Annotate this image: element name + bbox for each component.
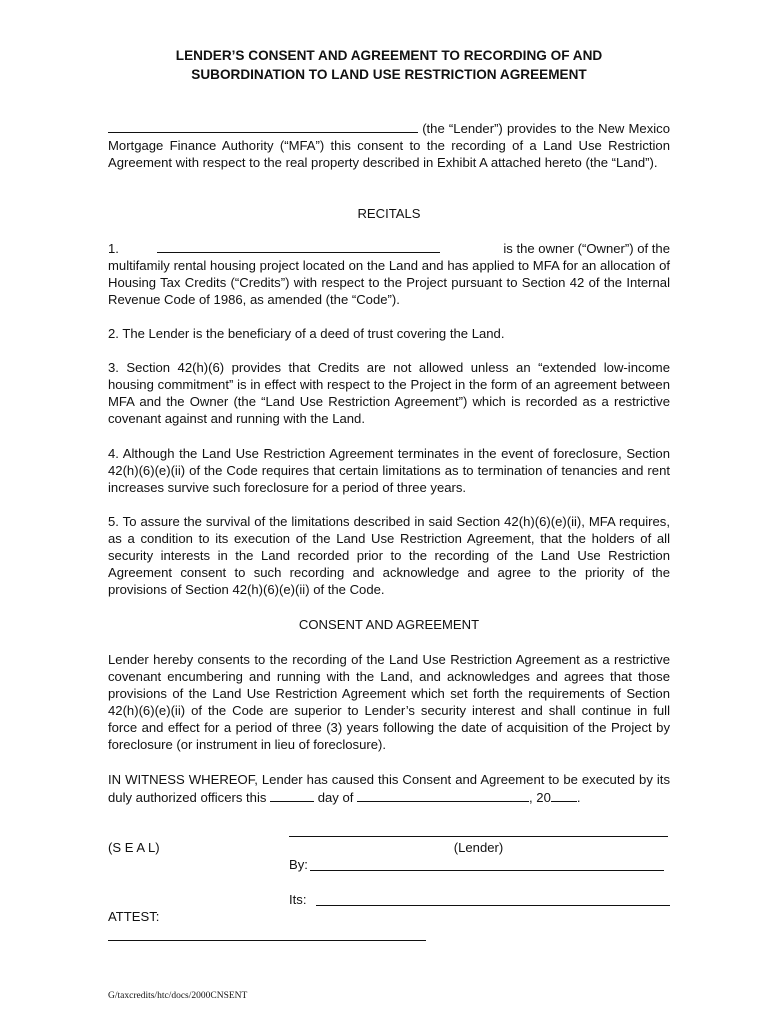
recital-3: 3. Section 42(h)(6) provides that Credits are not allowed unless an “extended low-income housing commitment” is in effect with respect to the Project in the form of an agreement between MFA and the Owner (the “Land Use Restriction Agreement”) which is recorded as a restrictive covenant against and running with the Land.: [108, 360, 670, 426]
recital-1-text-b: multifamily rental housing project located on the Land and has applied to MFA for an allocation of Housing Tax Credits (“Credits”) with respect to the Project pursuant to Section 42 of the Internal Revenue Code of 1986, as amended (the “Code”).: [108, 258, 670, 307]
its-label: Its:: [289, 892, 307, 907]
owner-name-blank[interactable]: [157, 239, 440, 253]
footer-path: G/taxcredits/htc/docs/2000CNSENT: [108, 991, 248, 1001]
its-title-line[interactable]: [316, 905, 670, 906]
consent-paragraph: Lender hereby consents to the recording of the Land Use Restriction Agreement as a restrictive covenant encumbering and running with the Land, and acknowledges and agrees that those provisions of the Land Use Restriction Agreement which set forth the requirements of Section 42(h)(6)(e)(ii) of the Code are superior to Lender’s security interest and shall continue in full force and effect for a period of three (3) years following the date of acquisition of the Project by foreclosure (or instrument in lieu of foreclosure).: [108, 652, 670, 752]
by-label: By:: [289, 857, 308, 872]
lender-name-blank[interactable]: [108, 119, 418, 133]
intro-text: (the “Lender”) provides to the New Mexico Mortgage Finance Authority (“MFA”) this consent to the recording of a Land Use Restriction Agreement with respect to the real property described in Exhibit A attached hereto (the “Land”).: [108, 121, 670, 170]
witness-text-a: IN WITNESS WHEREOF, Lender has caused this Consent and Agreement to be executed by its duly authorized officers this: [108, 772, 670, 805]
document-title: [108, 46, 670, 84]
consent-heading: CONSENT AND AGREEMENT: [298, 617, 480, 632]
intro-paragraph: [108, 119, 670, 171]
lender-label: (Lender): [453, 840, 504, 855]
seal-label: (S E A L): [108, 840, 160, 855]
day-blank[interactable]: [270, 788, 314, 802]
title-line-1: LENDER’S CONSENT AND AGREEMENT TO RECORDING OF AND: [175, 48, 603, 63]
month-blank[interactable]: [357, 788, 529, 802]
by-signature-line[interactable]: [310, 870, 664, 871]
attest-signature-line[interactable]: [108, 940, 426, 941]
recital-1-text-a: is the owner (“Owner”) of the: [503, 241, 670, 256]
witness-text-b: day of: [317, 790, 354, 805]
recital-4: 4. Although the Land Use Restriction Agreement terminates in the event of foreclosure, Section 42(h)(6)(e)(ii) of the Code requires that certain limitations as to termination of tenancies and rent increases survive such foreclosure for a period of three years.: [108, 446, 670, 495]
witness-text-d: .: [576, 790, 581, 805]
witness-paragraph: [108, 771, 670, 806]
recitals-heading: RECITALS: [357, 206, 421, 221]
year-blank[interactable]: [551, 788, 577, 802]
recital-5: 5. To assure the survival of the limitations described in said Section 42(h)(6)(e)(ii), MFA requires, as a condition to its execution of the Land Use Restriction Agreement, that the holders of all security interests in the Land recorded prior to the recording of the Land Use Restriction Agreement consent to such recording and acknowledge and agree to the priority of the provisions of Section 42(h)(6)(e)(ii) of the Code.: [108, 514, 670, 597]
attest-label: ATTEST:: [108, 909, 160, 924]
recital-1-number: 1.: [108, 241, 119, 256]
witness-text-c: , 20: [529, 790, 551, 805]
lender-signature-line[interactable]: [289, 836, 668, 837]
recital-1: [108, 239, 670, 308]
title-line-2: SUBORDINATION TO LAND USE RESTRICTION AGREEMENT: [191, 67, 587, 82]
recital-2: 2. The Lender is the beneficiary of a deed of trust covering the Land.: [108, 326, 505, 341]
